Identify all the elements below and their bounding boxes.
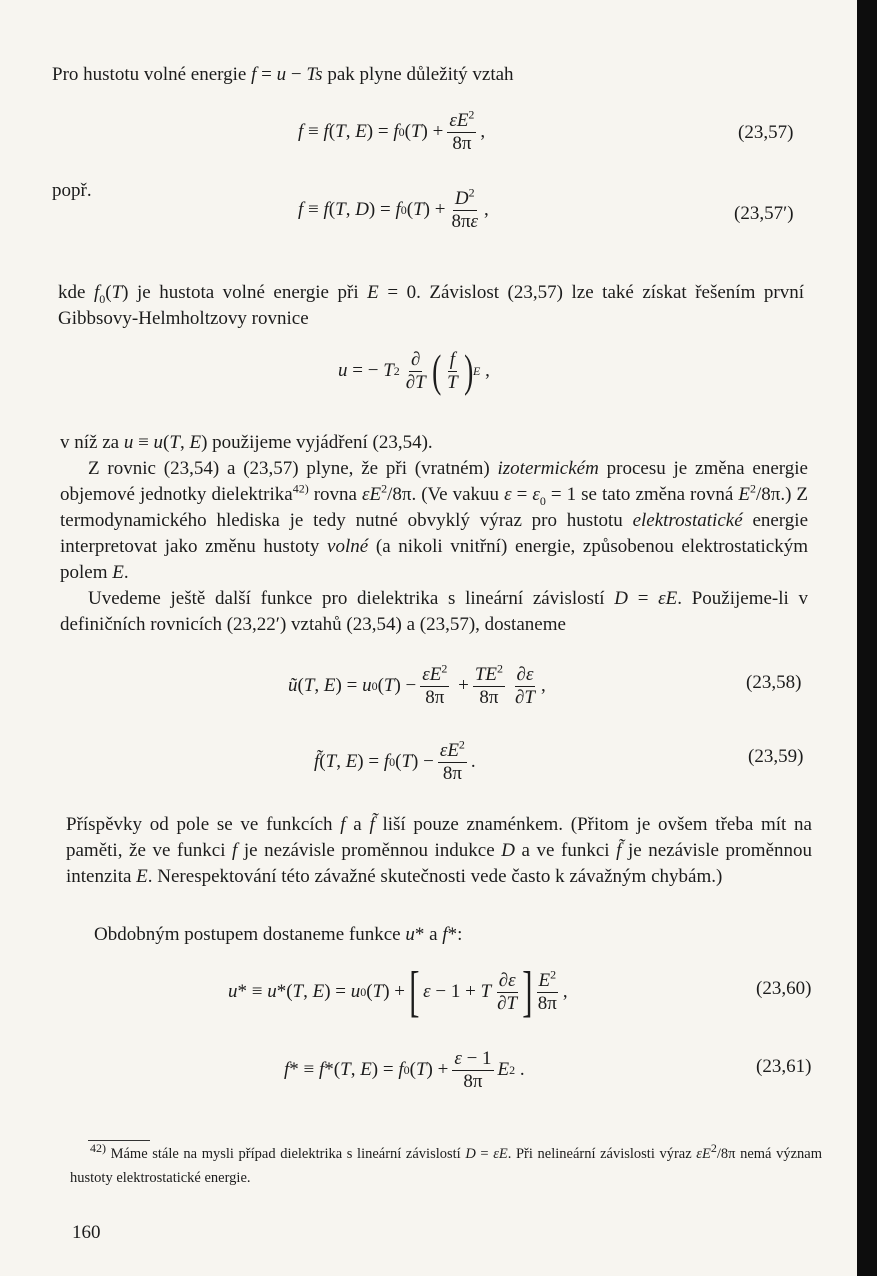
equation-23-57-prime: f ≡ f ( T , D ) = f 0 ( T ) + $\frac{D^2}{8\pi\varepsilon}$ , <box>298 185 489 232</box>
equation-number: (23,57′) <box>734 203 794 224</box>
equation-23-58: ũ ( T , E ) = u 0 ( T ) − $\frac{\varepsilon E^2}{8\pi}$ + $\frac{TE^2}{8\pi}$ $\frac{\partial\varepsilon}{\partial T}$ , <box>288 661 546 708</box>
equation-gibbs-helmholtz: u = − T 2 $\frac{\partial}{\partial T}$ ( $\frac{f}{T}$ ) E , <box>338 345 490 396</box>
equation-number: (23,60) <box>756 978 812 999</box>
equation-number: (23,59) <box>748 746 804 767</box>
paragraph-z-rovnic: Z rovnic (23,54) a (23,57) plyne, že při (vratném) izotermickém procesu je změna energie objemové jednotky dielektrika$^{42)}$ rovna $\varepsilon E^2/8\pi$. (Ve vakuu $\varepsilon = \varepsilon_0 = 1$ se tato změna rovná $E^2/8\pi$.) Z termodynamického hlediska je tedy nutné obvyklý výraz pro hustotu elektrostatické energie interpretovat jako změnu hustoty volné (a nikoli vnitřní) energie, způsobenou elektrostatickým polem E. <box>60 458 809 583</box>
equation-23-59: f̃ ( T , E ) = f 0 ( T ) − $\frac{\varepsilon E^2}{8\pi}$ . <box>314 737 476 784</box>
equation-23-61: f * ≡ f *( T , E ) = f 0 ( T ) + $\frac{\varepsilon - 1}{8\pi}$ E 2 . <box>284 1048 525 1092</box>
paragraph-prispevky: Příspěvky od pole se ve funkcích f a f̃ liší pouze znaménkem. (Přitom je ovšem třeba mít na paměti, že ve funkci f je nezávisle proměnnou indukce D a ve funkci f̃ je nezávisle proměnnou intenzita E. Nerespektování této závažné skutečnosti vede často k závažným chybám.) <box>66 814 813 887</box>
page-number: 160 <box>72 1222 101 1243</box>
footnote-42: $^{42)}$ Máme stále na mysli případ dielektrika s lineární závislostí D = εE. Při nelineární závislosti výraz $\varepsilon E^2/8\pi$ nemá význam hustoty elektrostatické energie. <box>70 1141 822 1186</box>
intro-paragraph: Pro hustotu volné energie f = u − Ts pak plyne důležitý vztah <box>52 64 514 85</box>
footnote-mark: 42) <box>90 1141 106 1156</box>
equation-23-57: f ≡ f ( T , E ) = f 0 ( T ) + $\frac{\varepsilon E^2}{8\pi}$ , <box>298 107 486 154</box>
paragraph-uvedeme: Uvedeme ještě další funkce pro dielektrika s lineární závislostí D = εE. Použijeme-li v definičních rovnicích (23,22′) vztahů (23,54) a (23,57), dostaneme <box>60 588 808 635</box>
paragraph-v-niz: v níž za u ≡ u(T, E) použijeme vyjádření (23,54). <box>60 432 433 453</box>
paragraph-kde: kde $f_0(T)$ je hustota volné energie při E = 0. Závislost (23,57) lze také získat řešením první Gibbsovy-Helmholtzovy rovnice <box>58 282 804 329</box>
popr-label: popř. <box>52 180 92 201</box>
equation-number: (23,58) <box>746 672 802 693</box>
scan-dark-edge <box>857 0 877 1276</box>
equation-number: (23,57) <box>738 122 794 143</box>
paragraph-obdobnym: Obdobným postupem dostaneme funkce u* a f*: <box>94 924 463 945</box>
footnote-reference: 42) <box>292 481 309 496</box>
equation-23-60: u * ≡ u *( T , E ) = u 0 ( T ) + [ ε − 1 + T $\frac{\partial\varepsilon}{\partial T}$ ] $\frac{E^2}{8\pi}$ , <box>228 961 568 1023</box>
equation-number: (23,61) <box>756 1056 812 1077</box>
